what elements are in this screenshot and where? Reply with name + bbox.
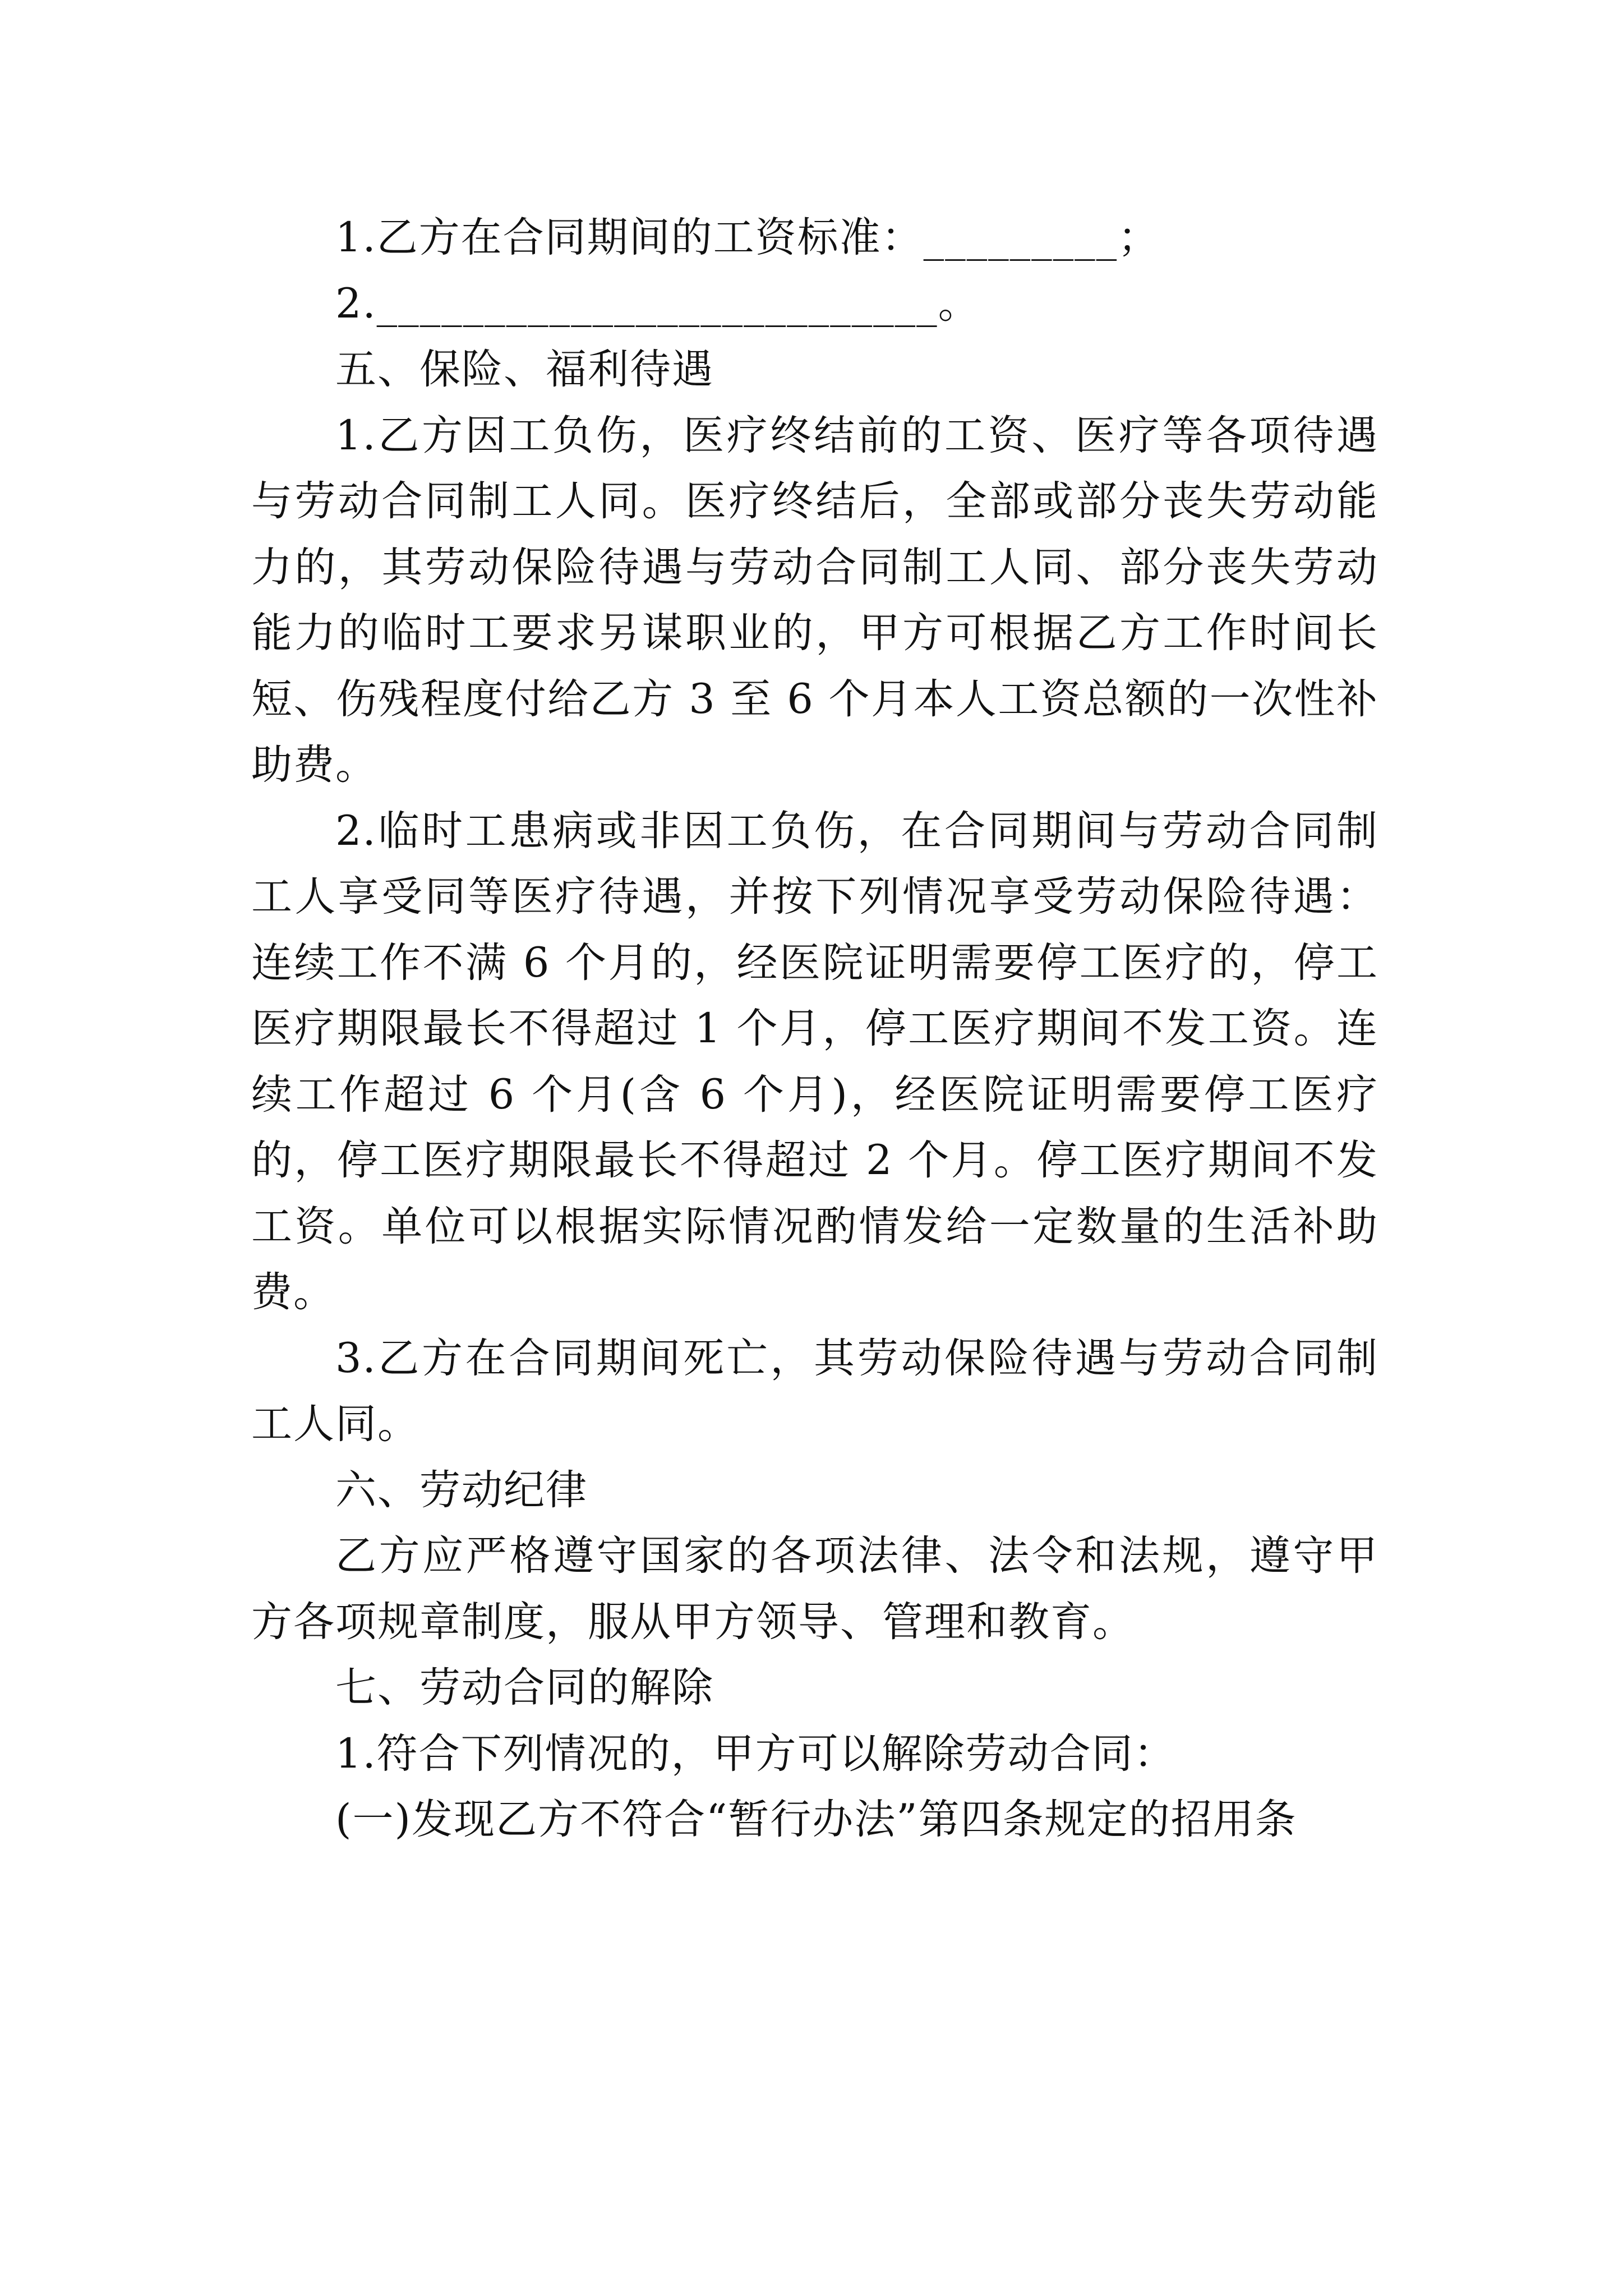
paragraph-termination-intro: 1.符合下列情况的，甲方可以解除劳动合同： (335, 1729, 1176, 1778)
section-heading-discipline: 六、劳动纪律 (335, 1466, 588, 1514)
paragraph-termination-item-1: (一)发现乙方不符合“暂行办法”第四条规定的招用条 (335, 1796, 1297, 1843)
paragraph-death: 3.乙方在合同期间死亡，其劳动保险待遇与劳动合同制工人同。 (251, 1334, 1378, 1448)
wage-standard-line: 1.乙方在合同期间的工资标准：_________； (335, 214, 1160, 261)
paragraph-illness: 2.临时工患病或非因工负伤，在合同期间与劳动合同制工人享受同等医疗待遇，并按下列情况享受劳动保险待遇：连续工作不满 6 个月的，经医院证明需要停工医疗的，停工医疗期限最长不得超过 1 个月，停工医疗期间不发工资。连续工作超过 6 个月(含 6 个月)，经医院证明需要停工医疗的，停工医疗期限最长不得超过 2 个月。停工医疗期间不发工资。单位可以根据实际情况酌情发给一定数量的生活补助费。 (251, 807, 1378, 1316)
section-heading-insurance: 五、保险、福利待遇 (335, 346, 714, 393)
blank-clause-line: 2.__________________________。 (335, 279, 980, 328)
document-body (251, 205, 1378, 1853)
paragraph-work-injury: 1.乙方因工负伤，医疗终结前的工资、医疗等各项待遇与劳动合同制工人同。医疗终结后，全部或部分丧失劳动能力的，其劳动保险待遇与劳动合同制工人同、部分丧失劳动能力的临时工要求另谋职业的，甲方可根据乙方工作时间长短、伤残程度付给乙方 3 至 6 个月本人工资总额的一次性补助费。 (251, 411, 1378, 789)
paragraph-discipline: 乙方应严格遵守国家的各项法律、法令和法规，遵守甲方各项规章制度，服从甲方领导、管理和教育。 (251, 1532, 1378, 1646)
section-heading-termination: 七、劳动合同的解除 (335, 1664, 714, 1711)
